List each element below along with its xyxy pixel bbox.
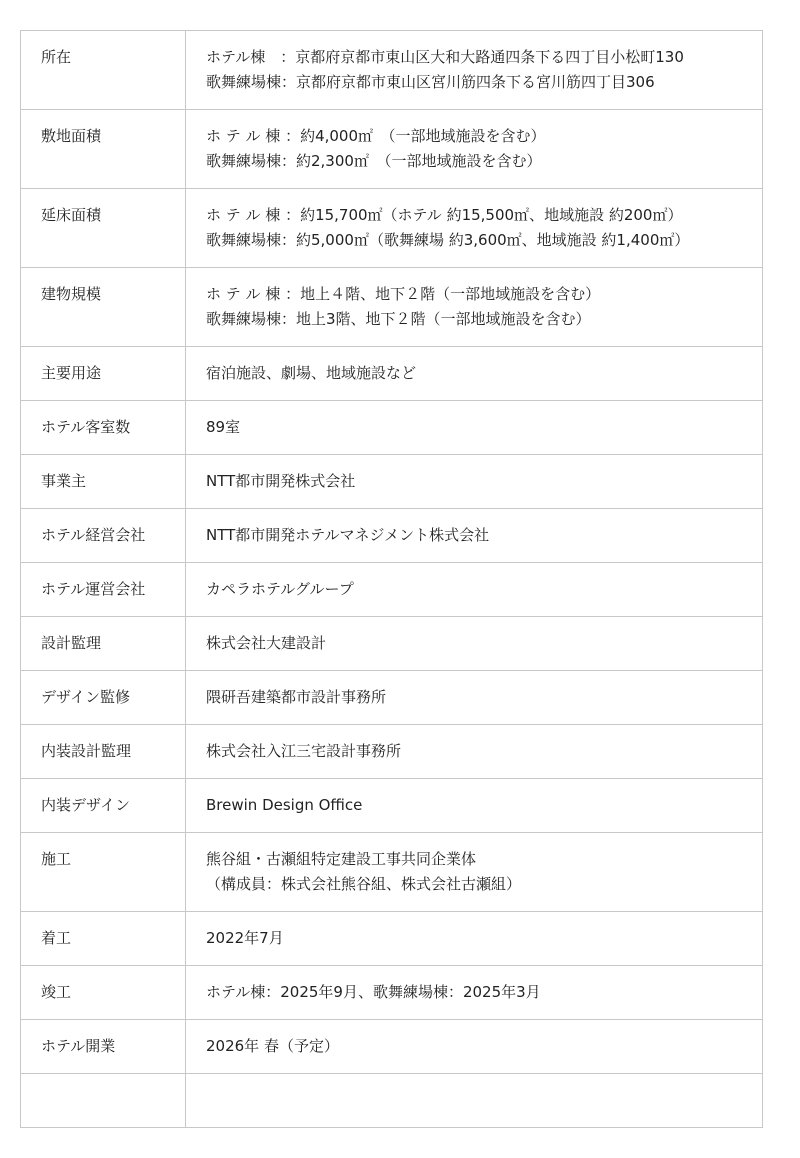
row-label: ホテル経営会社 bbox=[21, 509, 186, 563]
row-label: 内装デザイン bbox=[21, 779, 186, 833]
row-label: 内装設計監理 bbox=[21, 725, 186, 779]
value-line: 株式会社入江三宅設計事務所 bbox=[206, 742, 402, 760]
value-line: 隈研吾建築都市設計事務所 bbox=[206, 688, 387, 706]
row-label: 延床面積 bbox=[21, 189, 186, 268]
row-label: 設計監理 bbox=[21, 617, 186, 671]
value-line: NTT都市開発株式会社 bbox=[206, 472, 356, 490]
table-row bbox=[21, 401, 763, 455]
row-label: 竣工 bbox=[21, 966, 186, 1020]
row-value bbox=[186, 833, 763, 912]
value-line: ホテル棟 ：京都府京都市東山区大和大路通四条下る四丁目小松町130 bbox=[206, 48, 684, 66]
row-label: 敷地面積 bbox=[21, 110, 186, 189]
value-line: ホ テ ル 棟 ：地上４階、地下２階（一部地域施設を含む） bbox=[206, 285, 601, 303]
row-value bbox=[186, 725, 763, 779]
row-label bbox=[21, 1074, 186, 1128]
table-row bbox=[21, 110, 763, 189]
table-row bbox=[21, 268, 763, 347]
table-row bbox=[21, 31, 763, 110]
row-label: 主要用途 bbox=[21, 347, 186, 401]
row-value bbox=[186, 268, 763, 347]
table-row bbox=[21, 509, 763, 563]
table-row bbox=[21, 1074, 763, 1128]
value-line: NTT都市開発ホテルマネジメント株式会社 bbox=[206, 526, 490, 544]
row-value bbox=[186, 509, 763, 563]
value-line: 宿泊施設、劇場、地域施設など bbox=[206, 364, 417, 382]
row-value bbox=[186, 1074, 763, 1128]
row-value bbox=[186, 966, 763, 1020]
table-row bbox=[21, 725, 763, 779]
row-value bbox=[186, 110, 763, 189]
table-row bbox=[21, 966, 763, 1020]
row-value bbox=[186, 617, 763, 671]
row-label: 着工 bbox=[21, 912, 186, 966]
row-label: ホテル運営会社 bbox=[21, 563, 186, 617]
value-line: （構成員：株式会社熊谷組、株式会社古瀬組） bbox=[206, 875, 522, 893]
row-value bbox=[186, 189, 763, 268]
table-row bbox=[21, 833, 763, 912]
table-row bbox=[21, 455, 763, 509]
table-row bbox=[21, 671, 763, 725]
table-row bbox=[21, 347, 763, 401]
value-line: 2022年7月 bbox=[206, 929, 284, 947]
table-row bbox=[21, 1020, 763, 1074]
row-value bbox=[186, 401, 763, 455]
value-line: カペラホテルグループ bbox=[206, 580, 354, 598]
table-row bbox=[21, 779, 763, 833]
value-line: 89室 bbox=[206, 418, 241, 436]
value-line: 歌舞練場棟：地上3階、地下２階（一部地域施設を含む） bbox=[206, 310, 591, 328]
row-value bbox=[186, 1020, 763, 1074]
value-line: 歌舞練場棟：京都府京都市東山区宮川筋四条下る宮川筋四丁目306 bbox=[206, 73, 655, 91]
row-label: デザイン監修 bbox=[21, 671, 186, 725]
row-label: 建物規模 bbox=[21, 268, 186, 347]
row-value bbox=[186, 779, 763, 833]
row-label: 施工 bbox=[21, 833, 186, 912]
row-value bbox=[186, 671, 763, 725]
project-overview-table bbox=[20, 30, 763, 1128]
table-row bbox=[21, 189, 763, 268]
row-value bbox=[186, 563, 763, 617]
row-value bbox=[186, 912, 763, 966]
value-line: ホ テ ル 棟 ：約15,700㎡（ホテル 約15,500㎡、地域施設 約200㎡） bbox=[206, 206, 683, 224]
table-row bbox=[21, 617, 763, 671]
row-label: ホテル客室数 bbox=[21, 401, 186, 455]
row-value bbox=[186, 31, 763, 110]
row-label: 事業主 bbox=[21, 455, 186, 509]
row-label: 所在 bbox=[21, 31, 186, 110]
value-line: 2026年 春（予定） bbox=[206, 1037, 339, 1055]
value-line: ホ テ ル 棟 ：約4,000㎡ （一部地域施設を含む） bbox=[206, 127, 546, 145]
table-row bbox=[21, 563, 763, 617]
row-label: ホテル開業 bbox=[21, 1020, 186, 1074]
value-line: 歌舞練場棟：約5,000㎡（歌舞練場 約3,600㎡、地域施設 約1,400㎡） bbox=[206, 231, 690, 249]
value-line: 株式会社大建設計 bbox=[206, 634, 327, 652]
row-value bbox=[186, 455, 763, 509]
value-line: ホテル棟：2025年9月、歌舞練場棟：2025年3月 bbox=[206, 983, 541, 1001]
value-line: Brewin Design Office bbox=[206, 796, 363, 814]
row-value bbox=[186, 347, 763, 401]
value-line: 熊谷組・古瀬組特定建設工事共同企業体 bbox=[206, 850, 477, 868]
table-body bbox=[21, 31, 763, 1128]
table-row bbox=[21, 912, 763, 966]
value-line: 歌舞練場棟：約2,300㎡ （一部地域施設を含む） bbox=[206, 152, 542, 170]
